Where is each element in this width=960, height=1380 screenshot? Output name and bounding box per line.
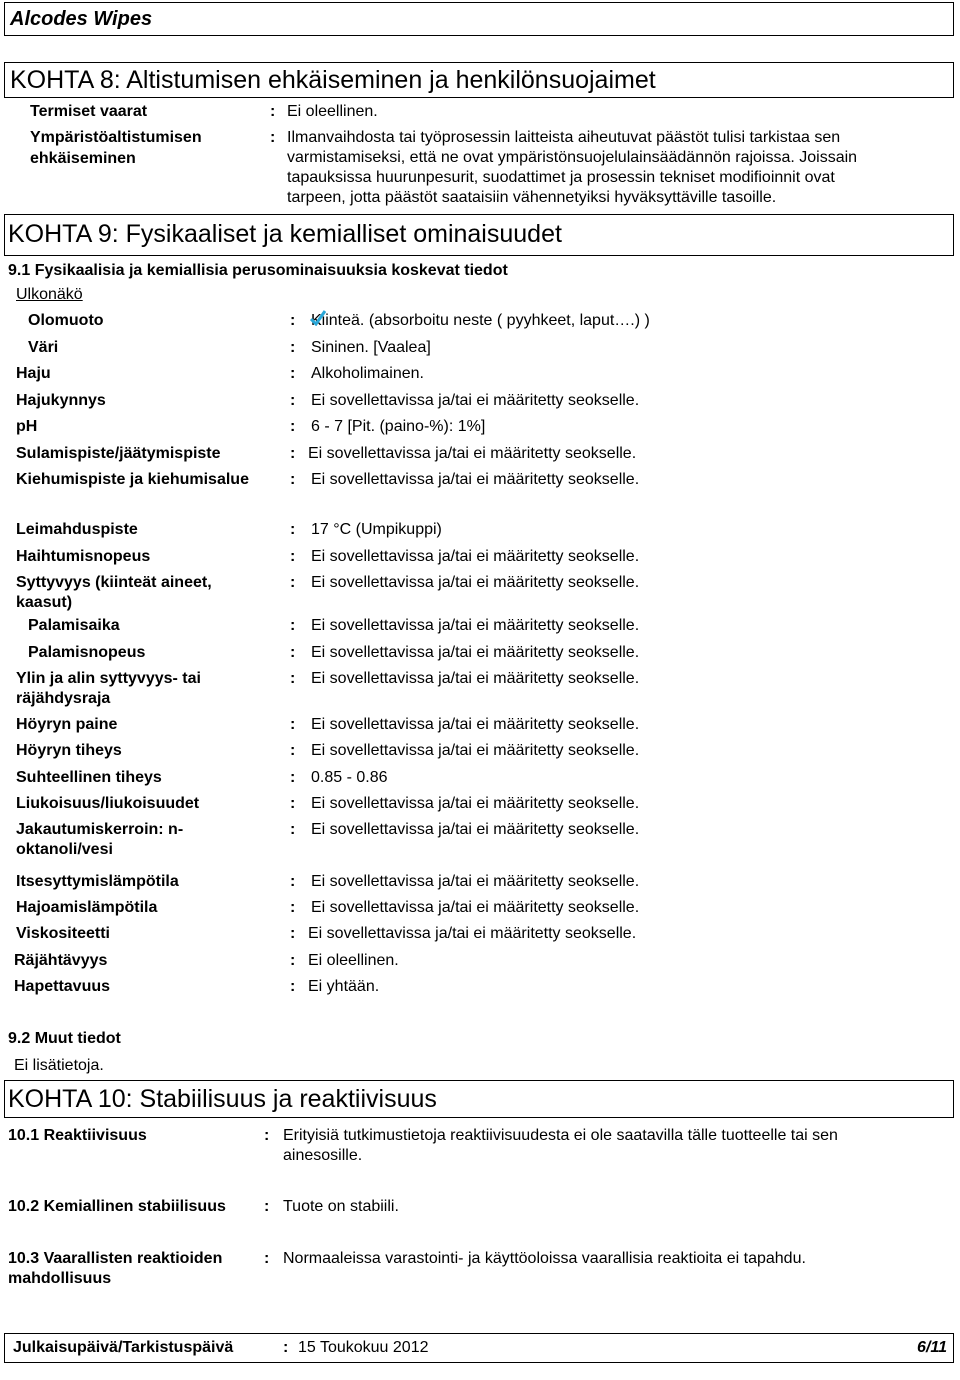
label-reaktioiden-line1: 10.3 Vaarallisten reaktioiden xyxy=(8,1250,223,1267)
property-label-line2: oktanoli/vesi xyxy=(16,841,113,858)
property-label: Palamisaika xyxy=(28,617,120,634)
property-value: Ei sovellettavissa ja/tai ei määritetty seokselle. xyxy=(311,873,640,890)
colon: : xyxy=(290,644,296,661)
property-value: Ei sovellettavissa ja/tai ei määritetty seokselle. xyxy=(311,670,640,687)
colon: : xyxy=(264,1250,270,1267)
value-reaktiivisuus-line2: ainesosille. xyxy=(283,1147,363,1164)
property-value: Ei sovellettavissa ja/tai ei määritetty seokselle. xyxy=(311,548,640,565)
property-label: Leimahduspiste xyxy=(16,521,138,538)
property-label: Höyryn paine xyxy=(16,716,118,733)
property-value: Ei sovellettavissa ja/tai ei määritetty seokselle. xyxy=(311,716,640,733)
footer xyxy=(4,1333,954,1363)
checkmark-icon xyxy=(310,310,326,326)
property-label: Suhteellinen tiheys xyxy=(16,769,162,786)
section9-1-heading: 9.1 Fysikaalisia ja kemiallisia perusominaisuuksia koskevat tiedot xyxy=(8,262,508,279)
colon: : xyxy=(290,521,296,538)
property-label: Olomuoto xyxy=(28,312,104,329)
property-value: Alkoholimainen. xyxy=(311,365,424,382)
property-value: Ei sovellettavissa ja/tai ei määritetty seokselle. xyxy=(308,925,637,942)
property-value: Ei sovellettavissa ja/tai ei määritetty seokselle. xyxy=(311,644,640,661)
page-number: 6/11 xyxy=(917,1339,947,1356)
property-label: Liukoisuus/liukoisuudet xyxy=(16,795,200,812)
label-reaktiivisuus: 10.1 Reaktiivisuus xyxy=(8,1127,147,1144)
property-label-line2: räjähdysraja xyxy=(16,690,111,707)
colon: : xyxy=(270,129,276,146)
property-value: Ei sovellettavissa ja/tai ei määritetty seokselle. xyxy=(311,471,640,488)
colon: : xyxy=(290,471,296,488)
property-value: Ei sovellettavissa ja/tai ei määritetty seokselle. xyxy=(311,795,640,812)
label-termiset-vaarat: Termiset vaarat xyxy=(30,103,148,120)
value-ymparisto-line4: tarpeen, jotta päästöt saataisiin vähennetyiksi hyväksyttäville tasoille. xyxy=(287,189,777,206)
property-value: 17 °C (Umpikuppi) xyxy=(311,521,442,538)
footer-colon: : xyxy=(283,1339,289,1356)
property-value: Ei sovellettavissa ja/tai ei määritetty seokselle. xyxy=(311,392,640,409)
property-value: Ei sovellettavissa ja/tai ei määritetty seokselle. xyxy=(311,899,640,916)
label-stabiilisuus: 10.2 Kemiallinen stabiilisuus xyxy=(8,1198,226,1215)
property-label: Höyryn tiheys xyxy=(16,742,122,759)
document-header xyxy=(4,2,954,36)
property-label: Haju xyxy=(16,365,51,382)
colon: : xyxy=(290,742,296,759)
property-label: Hajukynnys xyxy=(16,392,106,409)
footer-date: 15 Toukokuu 2012 xyxy=(298,1339,429,1356)
property-label: Ylin ja alin syttyvyys- tai xyxy=(16,670,201,687)
colon: : xyxy=(290,392,296,409)
colon: : xyxy=(264,1127,270,1144)
colon: : xyxy=(290,952,296,969)
property-label: Hapettavuus xyxy=(14,978,111,995)
colon: : xyxy=(290,617,296,634)
colon: : xyxy=(290,445,296,462)
colon: : xyxy=(290,548,296,565)
product-title: Alcodes Wipes xyxy=(10,8,153,30)
property-label: Syttyvyys (kiinteät aineet, xyxy=(16,574,212,591)
property-label: Itsesyttymislämpötila xyxy=(16,873,179,890)
colon: : xyxy=(264,1198,270,1215)
property-value: Sininen. [Vaalea] xyxy=(311,339,431,356)
property-value: Ei sovellettavissa ja/tai ei määritetty seokselle. xyxy=(311,617,640,634)
property-value: Ei oleellinen. xyxy=(308,952,399,969)
property-value: Kiinteä. (absorboitu neste ( pyyhkeet, laput….) ) xyxy=(311,312,650,329)
property-value: Ei sovellettavissa ja/tai ei määritetty seokselle. xyxy=(311,821,640,838)
colon: : xyxy=(290,978,296,995)
property-label: Palamisnopeus xyxy=(28,644,146,661)
property-value: Ei sovellettavissa ja/tai ei määritetty seokselle. xyxy=(311,574,640,591)
value-stabiilisuus: Tuote on stabiili. xyxy=(283,1198,399,1215)
value-ymparisto-line3: tapauksissa huurunpesurit, suodattimet ja prosessin tekniset modifioinnit ovat xyxy=(287,169,835,186)
property-label: Jakautumiskerroin: n- xyxy=(16,821,184,838)
property-label: Hajoamislämpötila xyxy=(16,899,158,916)
property-value: 0.85 - 0.86 xyxy=(311,769,388,786)
label-ymparisto-line1: Ympäristöaltistumisen xyxy=(30,129,202,146)
colon: : xyxy=(290,339,296,356)
colon: : xyxy=(290,312,296,329)
property-label: Haihtumisnopeus xyxy=(16,548,151,565)
colon: : xyxy=(290,821,296,838)
colon: : xyxy=(290,716,296,733)
colon: : xyxy=(290,873,296,890)
property-label: pH xyxy=(16,418,38,435)
section8-title: KOHTA 8: Altistumisen ehkäiseminen ja henkilönsuojaimet xyxy=(10,66,656,94)
property-label: Sulamispiste/jäätymispiste xyxy=(16,445,221,462)
colon: : xyxy=(290,795,296,812)
property-value: Ei sovellettavissa ja/tai ei määritetty seokselle. xyxy=(311,742,640,759)
section9-title: KOHTA 9: Fysikaaliset ja kemialliset ominaisuudet xyxy=(8,220,562,248)
colon: : xyxy=(290,925,296,942)
label-ymparisto-line2: ehkäiseminen xyxy=(30,150,136,167)
colon: : xyxy=(290,670,296,687)
colon: : xyxy=(290,899,296,916)
value-ymparisto-line1: Ilmanvaihdosta tai työprosessin laitteista aiheutuvat päästöt tulisi tarkistaa sen xyxy=(287,129,841,146)
property-label: Väri xyxy=(28,339,59,356)
colon: : xyxy=(290,574,296,591)
property-label: Viskositeetti xyxy=(16,925,110,942)
section9-2-heading: 9.2 Muut tiedot xyxy=(8,1030,121,1047)
section10-title: KOHTA 10: Stabiilisuus ja reaktiivisuus xyxy=(8,1085,437,1113)
colon: : xyxy=(270,103,276,120)
label-reaktioiden-line2: mahdollisuus xyxy=(8,1270,112,1287)
section9-2-text: Ei lisätietoja. xyxy=(14,1057,104,1074)
value-ymparisto-line2: varmistamiseksi, että ne ovat ympäristönsuojelulainsäädännön rajoissa. Joissain xyxy=(287,149,858,166)
property-label: Räjähtävyys xyxy=(14,952,108,969)
property-label: Kiehumispiste ja kiehumisalue xyxy=(16,471,249,488)
value-termiset-vaarat: Ei oleellinen. xyxy=(287,103,378,120)
footer-label: Julkaisupäivä/Tarkistuspäivä xyxy=(13,1339,234,1356)
colon: : xyxy=(290,365,296,382)
appearance-heading: Ulkonäkö xyxy=(16,286,83,303)
property-value: Ei sovellettavissa ja/tai ei määritetty seokselle. xyxy=(308,445,637,462)
property-value: 6 - 7 [Pit. (paino-%): 1%] xyxy=(311,418,486,435)
property-label-line2: kaasut) xyxy=(16,594,73,611)
colon: : xyxy=(290,418,296,435)
value-reaktioiden: Normaaleissa varastointi- ja käyttöoloissa vaarallisia reaktioita ei tapahdu. xyxy=(283,1250,806,1267)
property-value: Ei yhtään. xyxy=(308,978,380,995)
colon: : xyxy=(290,769,296,786)
value-reaktiivisuus-line1: Erityisiä tutkimustietoja reaktiivisuudesta ei ole saatavilla tälle tuotteelle tai sen xyxy=(283,1127,838,1144)
